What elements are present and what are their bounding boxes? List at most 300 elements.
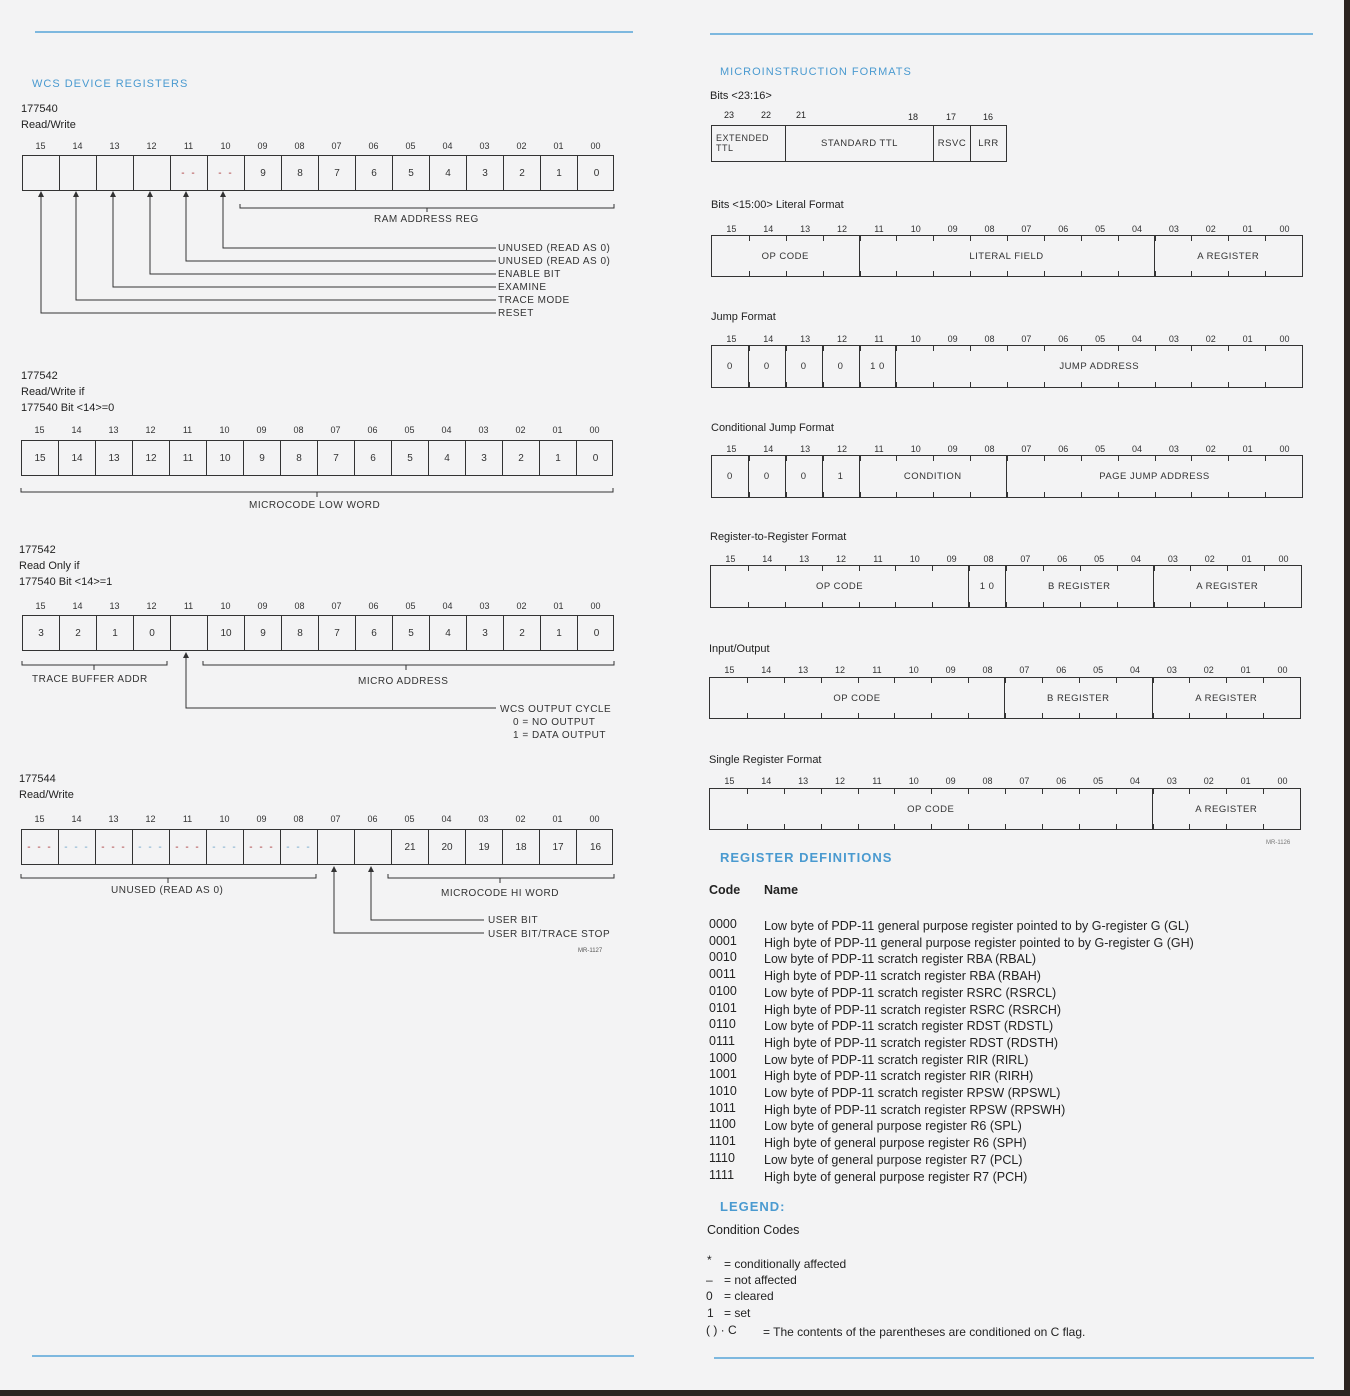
jump-field-3: 0	[823, 346, 860, 387]
literal-field-1: LITERAL FIELD	[860, 236, 1155, 276]
reg2-bit-08: 08	[293, 425, 304, 435]
reg2-bit-11: 11	[182, 425, 193, 435]
single-bit-01: 01	[1240, 776, 1251, 786]
single-field-0: OP CODE	[710, 789, 1153, 829]
reg3-bit-10: 10	[220, 601, 231, 611]
condjump-bit-00: 00	[1279, 444, 1290, 454]
reg4-bit-10: 10	[219, 814, 230, 824]
regdef-name: Low byte of PDP-11 general purpose register pointed to by G-register G (GL)	[764, 919, 1189, 933]
regreg-bit-14: 14	[762, 554, 773, 564]
legend-subtitle: Condition Codes	[707, 1223, 800, 1237]
jump-field-1: 0	[749, 346, 786, 387]
reg3-cell-15: 3	[23, 616, 60, 650]
reg3-bit-15: 15	[35, 601, 46, 611]
io-bit-01: 01	[1240, 665, 1251, 675]
io-field-2: A REGISTER	[1195, 692, 1258, 704]
literal-bit-07: 07	[1021, 224, 1032, 234]
reg2-cell-15: 15	[22, 441, 59, 475]
regdef-code: 0111	[709, 1033, 735, 1048]
io-bit-12: 12	[835, 665, 846, 675]
reg4-bit-14: 14	[71, 814, 82, 824]
regdef-code: 0100	[709, 983, 737, 998]
reg1-ram-field: RAM ADDRESS REG	[374, 214, 479, 225]
formats-title: MICROINSTRUCTION FORMATS	[720, 66, 912, 78]
jump-bit-02: 02	[1205, 334, 1216, 344]
jump-bit-09: 09	[947, 334, 958, 344]
regreg-field-2: B REGISTER	[1006, 566, 1154, 607]
reg2-cell-11: 11	[170, 441, 207, 475]
reg2-cell-01: 1	[540, 441, 577, 475]
reg2-address: 177542	[21, 370, 58, 382]
literal-bit-00: 00	[1279, 224, 1290, 234]
regdef-name: High byte of PDP-11 scratch register RBA (RBAH)	[764, 969, 1041, 984]
reg3-cell-01: 1	[541, 616, 578, 650]
io-bit-04: 04	[1130, 665, 1141, 675]
reg4-legend-1: USER BIT/TRACE STOP	[488, 929, 611, 940]
regdef-code: 1101	[709, 1134, 736, 1149]
reg2-mode: Read/Write if	[21, 386, 85, 398]
reg3-bit-numbers	[22, 601, 614, 613]
reg3-legend-0: WCS OUTPUT CYCLE	[500, 704, 612, 715]
reg1-bit-02: 02	[516, 141, 527, 151]
literal-field-0: OP CODE	[712, 236, 860, 276]
single-bit-04: 04	[1130, 776, 1141, 786]
reg3-bit-04: 04	[442, 601, 453, 611]
regreg-bit-15: 15	[725, 554, 736, 564]
reg1-legend-0: UNUSED (READ AS 0)	[498, 243, 611, 254]
reg2-bit-12: 12	[145, 425, 156, 435]
io-bit-08: 08	[982, 665, 993, 675]
literal-bit-06: 06	[1058, 224, 1069, 234]
reg1-cell-09: 9	[245, 156, 282, 190]
regdef-name: Low byte of PDP-11 scratch register RPSW (RPSWL)	[764, 1086, 1061, 1100]
reg4-unused-field: UNUSED (READ AS 0)	[111, 885, 224, 896]
jump-bit-07: 07	[1021, 334, 1032, 344]
regreg-bit-13: 13	[799, 554, 810, 564]
io-bit-13: 13	[798, 665, 809, 675]
io-bit-10: 10	[908, 665, 919, 675]
reg3-condition: 177540 Bit <14>=1	[19, 576, 113, 588]
reg2-cell-00: 0	[592, 452, 599, 464]
reg2-bit-13: 13	[108, 425, 119, 435]
jump-bit-05: 05	[1095, 334, 1106, 344]
extended-ttl-field: EXTENDED TTL	[712, 126, 786, 161]
reg1-cell-00: 0	[593, 167, 600, 179]
legend-sym-2: 0	[706, 1289, 713, 1303]
condjump-bit-12: 12	[837, 444, 848, 454]
reg1-cell-03: 3	[467, 156, 504, 190]
literal-bit-09: 09	[947, 224, 958, 234]
reg3-bit-05: 05	[405, 601, 416, 611]
reg4-bit-02: 02	[515, 814, 526, 824]
reg4-cell-04: 20	[429, 830, 466, 864]
reg2-bit-09: 09	[256, 425, 267, 435]
io-format-box	[709, 677, 1301, 719]
reg3-bit-11: 11	[183, 601, 194, 611]
condjump-bit-11: 11	[874, 444, 884, 454]
reg1-cell-12	[134, 156, 171, 190]
reg4-cell-07	[318, 830, 355, 864]
literal-bit-11: 11	[874, 224, 884, 234]
literal-bit-05: 05	[1095, 224, 1106, 234]
legend-sym-4: ( ) · C	[706, 1323, 737, 1337]
jump-field-4: 1 0	[860, 346, 897, 387]
reg4-cell-03: 19	[466, 830, 503, 864]
reg4-bit-06: 06	[367, 814, 378, 824]
reg2-bit-10: 10	[219, 425, 230, 435]
lrr-field: LRR	[978, 138, 999, 149]
reg2-bit-14: 14	[71, 425, 82, 435]
reg2-bit-15: 15	[34, 425, 45, 435]
reg1-bit-11: 11	[183, 141, 194, 151]
regreg-format-box	[710, 565, 1302, 608]
regdef-code: 1111	[709, 1167, 735, 1182]
jump-bit-00: 00	[1279, 334, 1290, 344]
reg1-cell-15	[23, 156, 60, 190]
reg4-bit-09: 09	[256, 814, 267, 824]
reg2-cell-13: 13	[96, 441, 133, 475]
single-bit-06: 06	[1056, 776, 1067, 786]
legend-sym-0: *	[707, 1253, 712, 1267]
reg2-cell-04: 4	[429, 441, 466, 475]
reg1-legend-4: TRACE MODE	[498, 295, 570, 306]
regreg-bit-07: 07	[1020, 554, 1031, 564]
single-bit-15: 15	[724, 776, 735, 786]
reg3-cell-05: 5	[393, 616, 430, 650]
single-bit-11: 11	[872, 776, 882, 786]
literal-bit-14: 14	[763, 224, 774, 234]
reg2-cell-10: 10	[207, 441, 244, 475]
reg1-bit-00: 00	[590, 141, 601, 151]
condjump-bit-14: 14	[763, 444, 774, 454]
condjump-bit-13: 13	[800, 444, 811, 454]
legend-text-4: = The contents of the parentheses are conditioned on C flag.	[763, 1325, 1086, 1339]
regdefs-title: REGISTER DEFINITIONS	[720, 850, 893, 865]
reg4-cell-15: - - -	[22, 830, 59, 864]
condjump-bit-01: 01	[1242, 444, 1253, 454]
single-bit-05: 05	[1093, 776, 1104, 786]
regdef-name: High byte of general purpose register R6 (SPH)	[764, 1136, 1027, 1151]
reg4-cell-10: - - -	[207, 830, 244, 864]
io-bit-14: 14	[761, 665, 772, 675]
reg3-bit-06: 06	[368, 601, 379, 611]
reg2-field: MICROCODE LOW WORD	[249, 500, 381, 511]
single-bit-14: 14	[761, 776, 772, 786]
single-bit-03: 03	[1166, 776, 1177, 786]
reg4-cell-05: 21	[392, 830, 429, 864]
single-bit-07: 07	[1019, 776, 1030, 786]
reg3-cell-10: 10	[208, 616, 245, 650]
reg4-bit-03: 03	[478, 814, 489, 824]
condjump-bit-06: 06	[1058, 444, 1069, 454]
single-bit-10: 10	[908, 776, 919, 786]
reg4-register	[21, 829, 613, 865]
jump-field-5: JUMP ADDRESS	[1059, 361, 1140, 372]
reg1-bit-06: 06	[368, 141, 379, 151]
regdef-code: 1000	[709, 1050, 737, 1065]
top-rule-right	[710, 33, 1313, 35]
regdef-code: 1110	[709, 1150, 735, 1165]
reg3-mode: Read Only if	[19, 560, 80, 572]
io-bit-numbers	[711, 665, 1301, 677]
reg4-cell-09: - - -	[244, 830, 281, 864]
regreg-format-label: Register-to-Register Format	[710, 531, 847, 543]
literal-bit-03: 03	[1168, 224, 1179, 234]
condjump-bit-02: 02	[1205, 444, 1216, 454]
reg1-bit-01: 01	[553, 141, 564, 151]
reg4-bit-05: 05	[404, 814, 415, 824]
single-bit-02: 02	[1203, 776, 1214, 786]
reg1-bit-08: 08	[294, 141, 305, 151]
regreg-bit-01: 01	[1241, 554, 1252, 564]
reg1-bit-12: 12	[146, 141, 157, 151]
regreg-field-3: A REGISTER	[1196, 581, 1259, 592]
reg4-cell-06	[355, 830, 392, 864]
reg2-bit-02: 02	[515, 425, 526, 435]
reg2-bit-04: 04	[441, 425, 452, 435]
regreg-bit-10: 10	[909, 554, 920, 564]
regreg-bit-03: 03	[1167, 554, 1178, 564]
single-bit-13: 13	[798, 776, 809, 786]
reg1-bit-03: 03	[479, 141, 490, 151]
io-bit-11: 11	[872, 665, 882, 675]
reg3-register	[22, 615, 614, 651]
condjump-bit-03: 03	[1168, 444, 1179, 454]
bit-23: 23	[724, 110, 735, 120]
reg3-bit-09: 09	[257, 601, 268, 611]
reg3-cell-12: 0	[134, 616, 171, 650]
condjump-field-0: 0	[712, 456, 749, 497]
reg1-legend-3: EXAMINE	[498, 282, 547, 293]
condjump-field-3: 1	[823, 456, 860, 497]
single-format-box	[709, 788, 1301, 830]
legend-sym-1: –	[706, 1273, 713, 1287]
reg3-bit-00: 00	[590, 601, 601, 611]
reg3-cell-04: 4	[430, 616, 467, 650]
reg4-bit-numbers	[21, 814, 613, 826]
reg4-cell-01: 17	[540, 830, 577, 864]
single-bit-00: 00	[1277, 776, 1288, 786]
single-bit-08: 08	[982, 776, 993, 786]
regreg-bit-05: 05	[1094, 554, 1105, 564]
jump-bit-03: 03	[1168, 334, 1179, 344]
jump-bit-15: 15	[726, 334, 737, 344]
literal-format-label: Bits <15:00> Literal Format	[711, 199, 844, 211]
io-field-1: B REGISTER	[1005, 678, 1153, 718]
reg4-figure-ref: MR-1127	[578, 948, 603, 954]
condjump-format-label: Conditional Jump Format	[711, 422, 834, 434]
reg2-cell-02: 2	[503, 441, 540, 475]
reg1-cell-07: 7	[319, 156, 356, 190]
jump-field-0: 0	[712, 346, 749, 387]
regdef-code: 0011	[709, 967, 736, 982]
reg4-cell-11: - - -	[170, 830, 207, 864]
reg3-cell-00: 0	[593, 627, 600, 639]
regdef-name: Low byte of PDP-11 scratch register RDST (RDSTL)	[764, 1019, 1054, 1034]
condjump-bit-05: 05	[1095, 444, 1106, 454]
jump-bit-14: 14	[763, 334, 774, 344]
regdef-name: High byte of PDP-11 scratch register RSRC (RSRCH)	[764, 1002, 1062, 1017]
condjump-field-1: 0	[749, 456, 786, 497]
regdef-name: Low byte of PDP-11 scratch register RBA (RBAL)	[764, 952, 1037, 967]
legend-text-1: = not affected	[724, 1273, 797, 1287]
reg2-condition: 177540 Bit <14>=0	[21, 402, 115, 414]
reg4-cell-02: 18	[503, 830, 540, 864]
regdef-name: Low byte of general purpose register R7 (PCL)	[764, 1152, 1023, 1167]
reg2-cell-08: 8	[281, 441, 318, 475]
bit-21: 21	[796, 110, 807, 120]
io-field-0: OP CODE	[710, 678, 1005, 718]
formats-figure-ref: MR-1126	[1266, 840, 1291, 846]
condjump-field-2: 0	[786, 456, 823, 497]
jump-bit-08: 08	[984, 334, 995, 344]
reg4-mode: Read/Write	[19, 789, 74, 801]
literal-bit-02: 02	[1205, 224, 1216, 234]
regdef-code: 0101	[709, 1000, 737, 1015]
reg3-bit-08: 08	[294, 601, 305, 611]
reg4-cell-14: - - -	[59, 830, 96, 864]
regdef-code: 1100	[709, 1117, 736, 1132]
regdef-name: High byte of PDP-11 scratch register RPSW (RPSWH)	[764, 1102, 1066, 1117]
reg4-bit-13: 13	[108, 814, 119, 824]
condjump-bit-04: 04	[1132, 444, 1143, 454]
bit-17: 17	[946, 112, 957, 122]
literal-bit-15: 15	[726, 224, 737, 234]
reg1-cell-14	[60, 156, 97, 190]
regreg-field-1: 1 0	[969, 566, 1006, 607]
condjump-field-4: CONDITION	[860, 456, 1008, 497]
regreg-bit-06: 06	[1057, 554, 1068, 564]
reg3-cell-07: 7	[319, 616, 356, 650]
reg3-address: 177542	[19, 544, 56, 556]
reg3-cell-08: 8	[282, 616, 319, 650]
legend-text-0: = conditionally affected	[724, 1257, 847, 1271]
reg3-cell-03: 3	[467, 616, 504, 650]
bit-16: 16	[983, 112, 994, 122]
reg2-bit-01: 01	[552, 425, 563, 435]
reg1-legend-1: UNUSED (READ AS 0)	[498, 256, 611, 267]
reg2-cell-06: 6	[355, 441, 392, 475]
regreg-bit-11: 11	[873, 554, 883, 564]
regreg-bit-04: 04	[1131, 554, 1142, 564]
reg1-bit-07: 07	[331, 141, 342, 151]
bit-18: 18	[908, 112, 919, 122]
standard-ttl-field: STANDARD TTL	[786, 126, 934, 161]
reg1-cell-05: 5	[393, 156, 430, 190]
reg3-legend-2: 1 = DATA OUTPUT	[513, 730, 606, 741]
reg2-bit-07: 07	[330, 425, 341, 435]
single-field-1: A REGISTER	[1195, 803, 1258, 815]
jump-bit-01: 01	[1242, 334, 1253, 344]
literal-bit-01: 01	[1242, 224, 1253, 234]
jump-field-2: 0	[786, 346, 823, 387]
legend-title: LEGEND:	[720, 1199, 786, 1214]
single-bit-12: 12	[835, 776, 846, 786]
condjump-bit-15: 15	[726, 444, 737, 454]
reg2-cell-14: 14	[59, 441, 96, 475]
bottom-rule-right	[714, 1357, 1314, 1359]
regdef-name: Low byte of general purpose register R6 (SPL)	[764, 1119, 1022, 1134]
reg3-bit-14: 14	[72, 601, 83, 611]
io-bit-15: 15	[724, 665, 735, 675]
reg1-bit-13: 13	[109, 141, 120, 151]
literal-bit-13: 13	[800, 224, 811, 234]
reg1-legend-2: ENABLE BIT	[498, 269, 561, 280]
legend-text-2: = cleared	[724, 1289, 774, 1303]
reg1-mode: Read/Write	[21, 119, 76, 131]
bits2316-box	[711, 125, 1007, 162]
jump-bit-10: 10	[910, 334, 921, 344]
reg1-address: 177540	[21, 103, 58, 115]
io-bit-00: 00	[1277, 665, 1288, 675]
reg1-bit-15: 15	[35, 141, 46, 151]
regdef-code: 1010	[709, 1084, 737, 1098]
reg3-cell-13: 1	[97, 616, 134, 650]
reg1-cell-01: 1	[541, 156, 578, 190]
reg1-cell-11: - -	[171, 156, 208, 190]
io-format-label: Input/Output	[709, 643, 770, 655]
reg3-bit-03: 03	[479, 601, 490, 611]
reg3-bit-02: 02	[516, 601, 527, 611]
literal-bit-04: 04	[1132, 224, 1143, 234]
regreg-field-0: OP CODE	[711, 566, 969, 607]
regdefs-name-header: Name	[764, 883, 799, 897]
reg3-cell-06: 6	[356, 616, 393, 650]
single-bit-numbers	[711, 776, 1301, 788]
reg3-micro-field: MICRO ADDRESS	[358, 676, 449, 687]
reg2-cell-12: 12	[133, 441, 170, 475]
reg4-bit-01: 01	[552, 814, 563, 824]
condjump-format-box	[711, 455, 1303, 498]
regdef-name: High byte of PDP-11 scratch register RDST (RDSTH)	[764, 1035, 1059, 1050]
condjump-bit-08: 08	[984, 444, 995, 454]
reg1-cell-04: 4	[430, 156, 467, 190]
reg4-cell-00: 16	[589, 841, 602, 853]
bottom-rule-left	[32, 1355, 634, 1357]
reg4-bit-04: 04	[441, 814, 452, 824]
literal-format-box	[711, 235, 1303, 277]
regdef-code: 0000	[709, 917, 737, 931]
regdef-code: 0110	[709, 1017, 736, 1032]
reg1-bit-05: 05	[405, 141, 416, 151]
regreg-bit-12: 12	[836, 554, 847, 564]
reg4-bit-00: 00	[589, 814, 600, 824]
regdef-name: Low byte of PDP-11 scratch register RSRC (RSRCL)	[764, 985, 1057, 1000]
regdef-code: 1011	[709, 1100, 736, 1115]
reg1-cell-02: 2	[504, 156, 541, 190]
reg2-bit-05: 05	[404, 425, 415, 435]
jump-bit-11: 11	[874, 334, 884, 344]
regreg-bit-09: 09	[946, 554, 957, 564]
legend-text-3: = set	[724, 1306, 751, 1320]
jump-bit-13: 13	[800, 334, 811, 344]
reg1-bit-04: 04	[442, 141, 453, 151]
reg1-cell-10: - -	[208, 156, 245, 190]
reg4-legend-0: USER BIT	[488, 915, 539, 926]
reg2-cell-05: 5	[392, 441, 429, 475]
jump-format-label: Jump Format	[711, 311, 776, 323]
reg3-cell-09: 9	[245, 616, 282, 650]
reg4-cell-08: - - -	[281, 830, 318, 864]
legend-sym-3: 1	[707, 1306, 714, 1320]
rsvc-field: RSVC	[934, 126, 971, 161]
regreg-bit-00: 00	[1278, 554, 1289, 564]
reg1-bit-09: 09	[257, 141, 268, 151]
reg4-bit-15: 15	[34, 814, 45, 824]
io-bit-09: 09	[945, 665, 956, 675]
reg4-address: 177544	[19, 773, 56, 785]
reg4-hi-field: MICROCODE HI WORD	[441, 888, 559, 899]
